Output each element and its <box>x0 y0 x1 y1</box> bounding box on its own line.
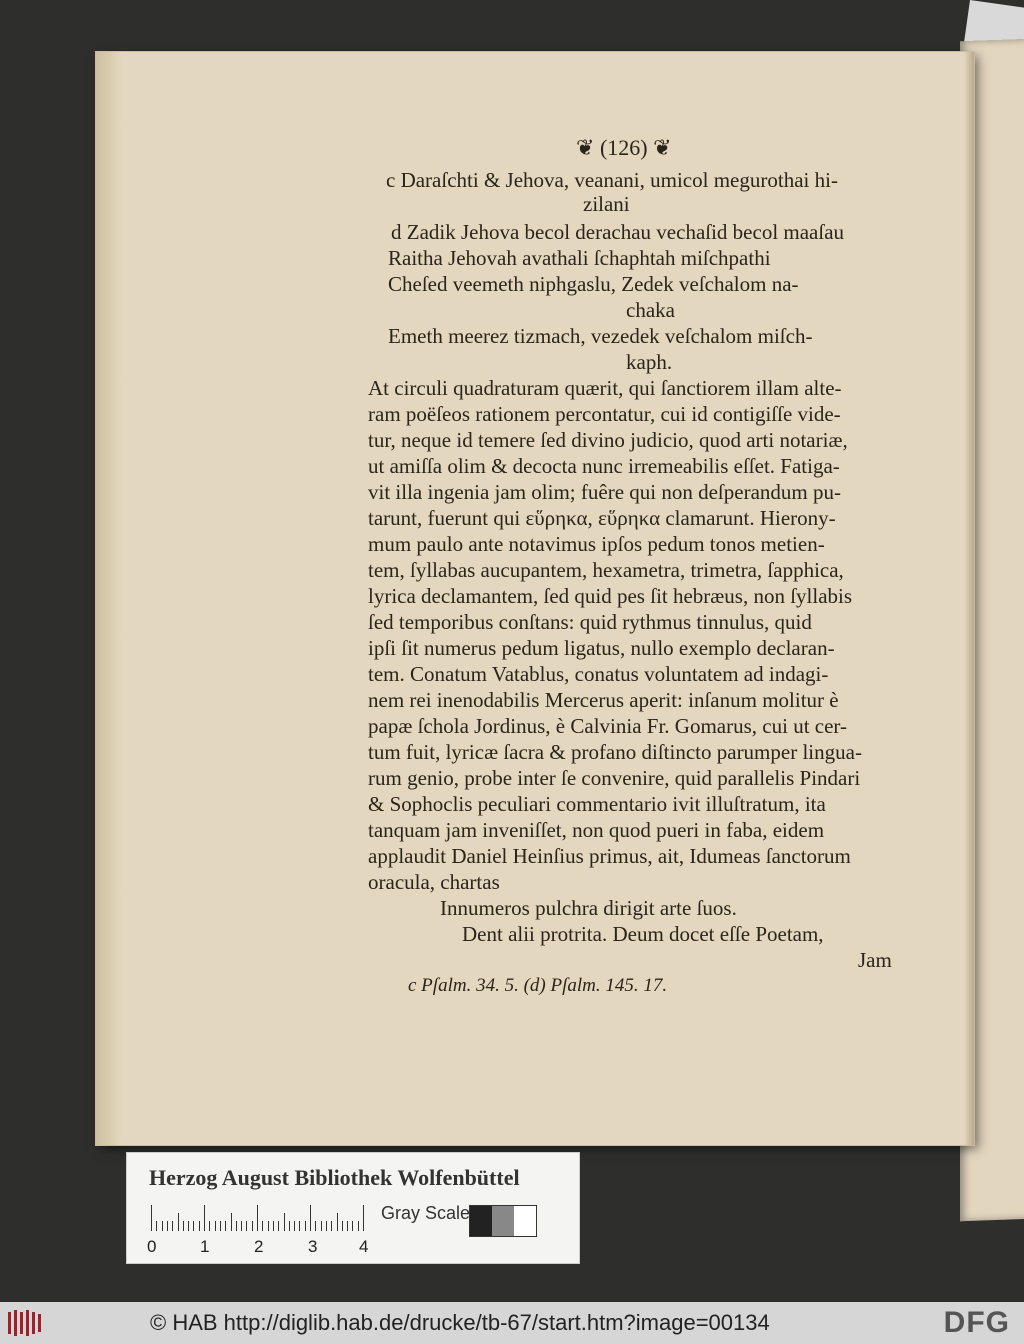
text-line: tanquam jam inveniſſet, non quod pueri in faba, eidem <box>368 818 825 842</box>
text-line: zilani <box>583 192 630 216</box>
ruler-tick <box>363 1205 364 1231</box>
ruler-tick <box>262 1221 263 1231</box>
catchword: Jam <box>858 948 892 972</box>
text-line: applaudit Daniel Heinſius primus, ait, Idumeas ſanctorum <box>368 844 851 868</box>
text-line: ipſi ſit numerus pedum ligatus, nullo exemplo declaran- <box>368 636 835 660</box>
ruler-tick <box>321 1221 322 1231</box>
text-line: mum paulo ante notavimus ipſos pedum tonos metien- <box>368 532 825 556</box>
text-line: tem. Conatum Vatablus, conatus voluntatem ad indagi- <box>368 662 829 686</box>
dfg-logo: DFG <box>943 1306 1010 1339</box>
ruler-tick <box>278 1221 279 1231</box>
ruler-tick <box>215 1221 216 1231</box>
text-line: tur, neque id temere ſed divino judicio, quod arti notariæ, <box>368 428 848 452</box>
ruler-tick <box>178 1213 179 1231</box>
ruler-tick <box>162 1221 163 1231</box>
text-line: c Daraſchti & Jehova, veanani, umicol megurothai hi- <box>386 168 838 192</box>
text-line: Emeth meerez tizmach, vezedek veſchalom miſch- <box>388 324 813 348</box>
text-line: nem rei inenodabilis Mercerus aperit: inſanum molitur è <box>368 688 839 712</box>
ruler-tick <box>167 1221 168 1231</box>
ruler-tick <box>337 1213 338 1231</box>
ruler-tick <box>273 1221 274 1231</box>
ruler-tick <box>172 1221 173 1231</box>
ruler-tick <box>342 1221 343 1231</box>
book-page <box>96 52 974 1145</box>
text-line: Cheſed veemeth niphgaslu, Zedek veſchalom na- <box>388 272 799 296</box>
text-line: ram poëſeos rationem percontatur, cui id contigiſſe vide- <box>368 402 841 426</box>
ruler-number: 4 <box>359 1237 369 1256</box>
ruler-tick <box>305 1221 306 1231</box>
ruler-tick <box>289 1221 290 1231</box>
text-line: ut amiſſa olim & decocta nunc irremeabilis eſſet. Fatiga- <box>368 454 840 478</box>
footer-bar <box>0 1302 1024 1344</box>
text-line: tarunt, fuerunt qui εὕρηκα, εὕρηκα clamarunt. Hierony- <box>368 506 836 530</box>
ruler-tick <box>284 1213 285 1231</box>
ruler-tick <box>352 1221 353 1231</box>
ruler-tick <box>193 1221 194 1231</box>
text-line: d Zadik Jehova becol derachau vechaſid becol maaſau <box>391 220 845 244</box>
ruler-tick <box>347 1221 348 1231</box>
ruler-tick <box>231 1213 232 1231</box>
ruler-tick <box>241 1221 242 1231</box>
color-target-card <box>126 1152 580 1264</box>
text-line: lyrica declamantem, ſed quid pes ſit hebræus, non ſyllabis <box>368 584 853 608</box>
gray-patch-light <box>514 1206 536 1236</box>
text-line: Innumeros pulchra dirigit arte ſuos. <box>440 896 737 920</box>
ruler-tick <box>209 1221 210 1231</box>
page-number-header: ❦ (126) ❦ <box>576 135 672 160</box>
ruler-tick <box>199 1221 200 1231</box>
ruler-tick <box>156 1221 157 1231</box>
ruler-tick <box>331 1221 332 1231</box>
text-line: rum genio, probe inter ſe convenire, quid parallelis Pindari <box>368 766 861 790</box>
ruler-tick <box>268 1221 269 1231</box>
gray-patch-mid <box>492 1206 514 1236</box>
text-line: ſed temporibus conſtans: quid rythmus tinnulus, quid <box>368 610 812 634</box>
ruler-tick <box>294 1221 295 1231</box>
text-line: vit illa ingenia jam olim; fuêre qui non deſperandum pu- <box>368 480 841 504</box>
ruler-number: 2 <box>254 1237 264 1256</box>
ruler-number: 3 <box>308 1237 318 1256</box>
gray-scale-label: Gray Scale <box>381 1203 471 1223</box>
text-line: oracula, chartas <box>368 870 500 894</box>
ruler-tick <box>225 1221 226 1231</box>
ruler-tick <box>257 1205 258 1231</box>
text-line: kaph. <box>626 350 673 374</box>
gray-patch-dark <box>470 1206 492 1236</box>
library-name: Herzog August Bibliothek Wolfenbüttel <box>149 1165 520 1190</box>
ruler-number: 1 <box>200 1237 210 1256</box>
ruler-tick <box>310 1205 311 1231</box>
footnotes: c Pſalm. 34. 5. (d) Pſalm. 145. 17. <box>408 975 668 996</box>
text-line: tum fuit, lyricæ ſacra & profano diſtincto parumper lingua- <box>368 740 862 764</box>
hab-logo-icon <box>6 1308 44 1338</box>
text-line: tem, ſyllabas aucupantem, hexametra, trimetra, ſapphica, <box>368 558 844 582</box>
ruler-tick <box>326 1221 327 1231</box>
page-text <box>96 52 974 1145</box>
gray-scale-patches <box>469 1205 537 1237</box>
text-line: Dent alii protrita. Deum docet eſſe Poetam, <box>462 922 824 946</box>
text-line: & Sophoclis peculiari commentario ivit illuſtratum, ita <box>368 792 826 816</box>
ruler-tick <box>220 1221 221 1231</box>
scale-ruler <box>151 1205 361 1231</box>
ruler-tick <box>358 1221 359 1231</box>
ruler-tick <box>204 1205 205 1231</box>
ruler-tick <box>151 1205 152 1231</box>
text-line: papæ ſchola Jordinus, è Calvinia Fr. Gomarus, cui ut cer- <box>368 714 847 738</box>
ruler-tick <box>299 1221 300 1231</box>
ruler-tick <box>188 1221 189 1231</box>
copyright-link[interactable]: © HAB http://diglib.hab.de/drucke/tb-67/start.htm?image=00134 <box>150 1310 770 1335</box>
ruler-tick <box>252 1221 253 1231</box>
text-line: chaka <box>626 298 675 322</box>
ruler-number: 0 <box>147 1237 157 1256</box>
text-line: At circuli quadraturam quærit, qui ſanctiorem illam alte- <box>368 376 842 400</box>
ruler-tick <box>183 1221 184 1231</box>
ruler-tick <box>315 1221 316 1231</box>
ruler-tick <box>236 1221 237 1231</box>
text-line: Raitha Jehovah avathali ſchaphtah miſchpathi <box>388 246 771 270</box>
ruler-tick <box>246 1221 247 1231</box>
